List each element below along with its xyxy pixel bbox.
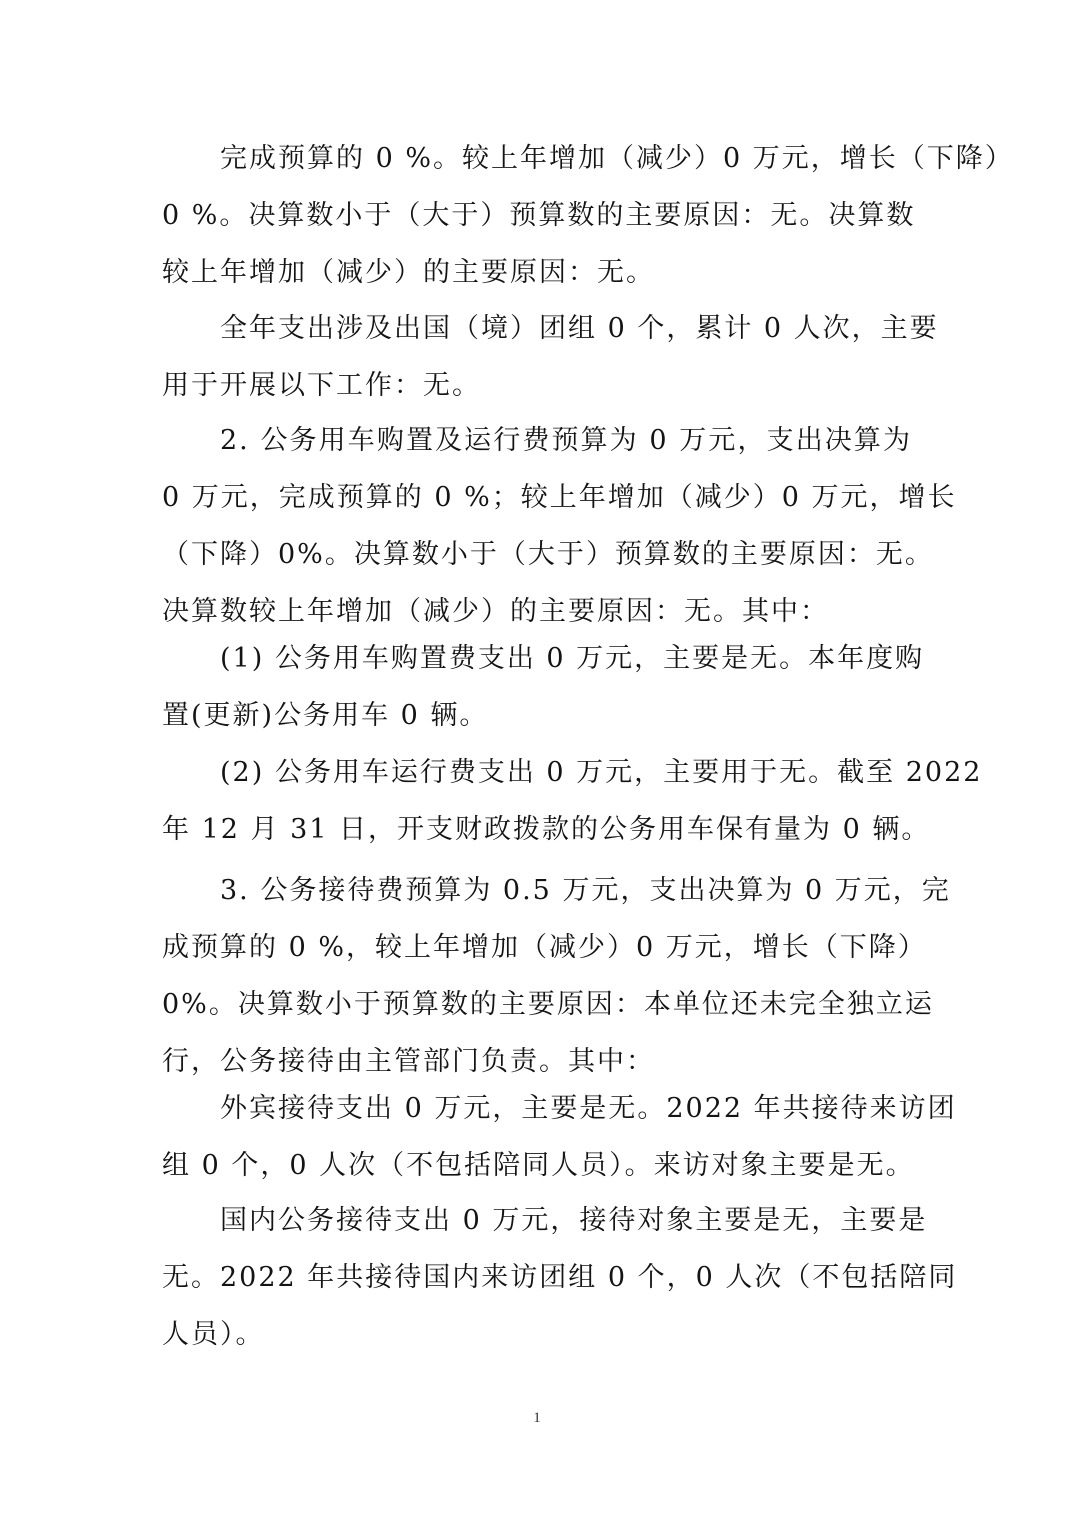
text-line: 全年支出涉及出国（境）团组 0 个，累计 0 人次，主要 — [220, 313, 939, 344]
paragraph-vehicle-purchase — [162, 630, 925, 744]
page-number: 1 — [533, 1410, 541, 1426]
paragraph-domestic-reception — [162, 1192, 958, 1363]
text-line: 国内公务接待支出 0 万元，接待对象主要是无，主要是 — [220, 1205, 928, 1236]
paragraph-reception-expense — [162, 862, 951, 1090]
text-line: 完成预算的 0 %。较上年增加（减少）0 万元，增长（下降） — [220, 143, 1014, 174]
text-line: 用于开展以下工作：无。 — [162, 370, 481, 401]
text-line: 外宾接待支出 0 万元，主要是无。2022 年共接待来访团 — [220, 1093, 957, 1124]
text-line: 置(更新)公务用车 0 辆。 — [162, 700, 489, 731]
text-line: (1) 公务用车购置费支出 0 万元，主要是无。本年度购 — [220, 643, 925, 674]
text-line: 成预算的 0 %，较上年增加（减少）0 万元，增长（下降） — [162, 932, 927, 963]
text-line: 决算数较上年增加（减少）的主要原因：无。其中： — [162, 596, 829, 627]
text-line: 0%。决算数小于预算数的主要原因：本单位还未完全独立运 — [162, 989, 934, 1020]
text-line: 组 0 个，0 人次（不包括陪同人员）。来访对象主要是无。 — [162, 1150, 915, 1181]
text-line: 2. 公务用车购置及运行费预算为 0 万元，支出决算为 — [220, 425, 912, 456]
paragraph-vehicle-expense — [162, 412, 957, 640]
text-line: (2) 公务用车运行费支出 0 万元，主要用于无。截至 2022 — [220, 757, 983, 788]
paragraph-overseas-expense-summary — [162, 130, 1014, 301]
text-line: 行，公务接待由主管部门负责。其中： — [162, 1046, 655, 1077]
text-line: 3. 公务接待费预算为 0.5 万元，支出决算为 0 万元，完 — [220, 875, 951, 906]
text-line: 年 12 月 31 日，开支财政拨款的公务用车保有量为 0 辆。 — [162, 814, 931, 845]
text-line: 人员）。 — [162, 1319, 265, 1350]
text-line: 较上年增加（减少）的主要原因：无。 — [162, 257, 655, 288]
text-line: 0 %。决算数小于（大于）预算数的主要原因：无。决算数 — [162, 200, 916, 231]
paragraph-foreign-reception — [162, 1080, 957, 1194]
text-line: 无。2022 年共接待国内来访团组 0 个，0 人次（不包括陪同 — [162, 1262, 958, 1293]
paragraph-vehicle-operation — [162, 744, 983, 858]
text-line: （下降）0%。决算数小于（大于）预算数的主要原因：无。 — [162, 539, 934, 570]
paragraph-overseas-groups — [162, 300, 939, 414]
text-line: 0 万元，完成预算的 0 %；较上年增加（减少）0 万元，增长 — [162, 482, 957, 513]
